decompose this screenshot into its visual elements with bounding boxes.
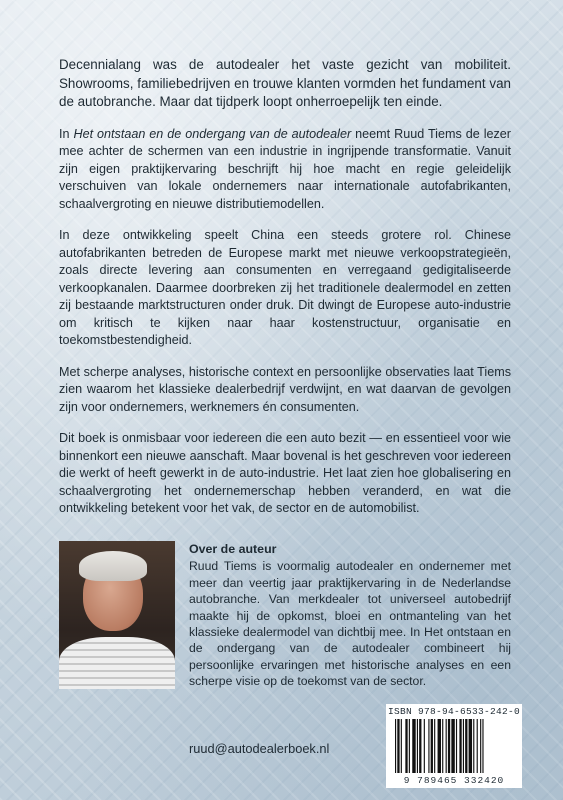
barcode-bar — [459, 719, 461, 773]
barcode-bar — [428, 719, 429, 773]
barcode-bar — [397, 719, 399, 773]
barcode-bar — [473, 719, 474, 773]
barcode-bar — [412, 719, 415, 773]
barcode-bar — [477, 719, 478, 773]
paragraph-5: Dit boek is onmisbaar voor iedereen die een auto bezit — en essentieel voor wie binnenkort een nieuwe aanschaft. Maar bovenal is het geschreven voor iedereen die werkt of heeft gewerkt in de auto-industrie. Het laat zien hoe globalisering en schaalvergroting het ondernemerschap hebben veranderd, en wat die ontwikkeling betekent voor het vak, de sector en de automobilist. — [59, 431, 511, 515]
barcode-bar — [451, 719, 454, 773]
blurb — [59, 56, 511, 532]
paragraph-2-prefix: In — [59, 126, 74, 141]
barcode-bar — [405, 719, 407, 773]
barcode — [386, 704, 522, 788]
about-author — [189, 541, 511, 690]
barcode-digits: 9 789465 332420 — [403, 775, 505, 786]
barcode-bar — [442, 719, 443, 773]
barcode-bar — [431, 719, 433, 773]
barcode-bar — [417, 719, 418, 773]
author-photo-hair — [79, 551, 147, 581]
barcode-bar — [395, 719, 396, 773]
barcode-bar — [448, 719, 450, 773]
about-author-heading: Over de auteur — [189, 542, 277, 556]
paragraph-4: Met scherpe analyses, historische context en persoonlijke observaties laat Tiems zien waarom het klassieke dealerbedrijf verdwijnt, en wat daarvan de gevolgen zijn voor ondernemers, werknemers én consumenten. — [59, 364, 511, 414]
about-author-bio: Ruud Tiems is voormalig autodealer en ondernemer met meer dan veertig jaar praktijkervaring in de Nederlandse autobranche. Van merkdealer tot universeel autobedrijf maakte hij de opkomst, bloei en ontmanteling van het klassieke dealermodel van dichtbij mee. In Het ontstaan en de ondergang van de autodealer combineert hij persoonlijke ervaringen met historische analyses en een scherpe visie op de toekomst van de sector. — [189, 559, 511, 689]
barcode-bar — [482, 719, 483, 773]
barcode-bar — [434, 719, 435, 773]
intro-paragraph: Decennialang was de autodealer het vaste gezicht van mobiliteit. Showrooms, familiebedrijven en trouwe klanten vormden het fundament van de autobranche. Maar dat tijdperk loopt onherroepelijk ten einde. — [59, 57, 511, 109]
paragraph-2-rest: neemt Ruud Tiems de lezer mee achter de schermen van een industrie in ingrijpende transformatie. Vanuit zijn eigen praktijkervaring beschrijft hij hoe macht en regie geleidelijk verschuiven van lokale ondernemers naar internationale autofabrikanten, schaalvergroting en nieuwe distributiemodellen. — [59, 126, 511, 211]
author-photo — [59, 541, 175, 689]
paragraph-2 — [59, 126, 511, 214]
barcode-bar — [446, 719, 447, 773]
barcode-bars — [395, 719, 513, 773]
isbn-label: ISBN 978-94-6533-242-0 — [387, 706, 521, 717]
book-title-reference: Het ontstaan en de ondergang van de autodealer — [73, 126, 352, 141]
barcode-bar — [409, 719, 410, 773]
author-email[interactable]: ruud@autodealerboek.nl — [189, 741, 330, 756]
barcode-bar — [438, 719, 441, 773]
barcode-bar — [469, 719, 472, 773]
barcode-bar — [419, 719, 421, 773]
barcode-bar — [424, 719, 425, 773]
barcode-bar — [456, 719, 457, 773]
barcode-bar — [401, 719, 402, 773]
barcode-bar — [463, 719, 464, 773]
barcode-bar — [480, 719, 481, 773]
paragraph-3: In deze ontwikkeling speelt China een steeds grotere rol. Chinese autofabrikanten betreden de Europese markt met nieuwe verkoopstrategieën, zoals directe levering aan consumenten en verregaand gedigitaliseerde verkoopkanalen. Daarmee doorbreken zij het traditionele dealermodel en zetten zij bestaande marktstructuren onder druk. Dit dwingt de Europese auto-industrie om kritisch te kijken naar haar kostenstructuur, organisatie en toekomstbestendigheid. — [59, 228, 511, 347]
barcode-bar — [465, 719, 467, 773]
author-photo-shirt — [59, 637, 175, 689]
